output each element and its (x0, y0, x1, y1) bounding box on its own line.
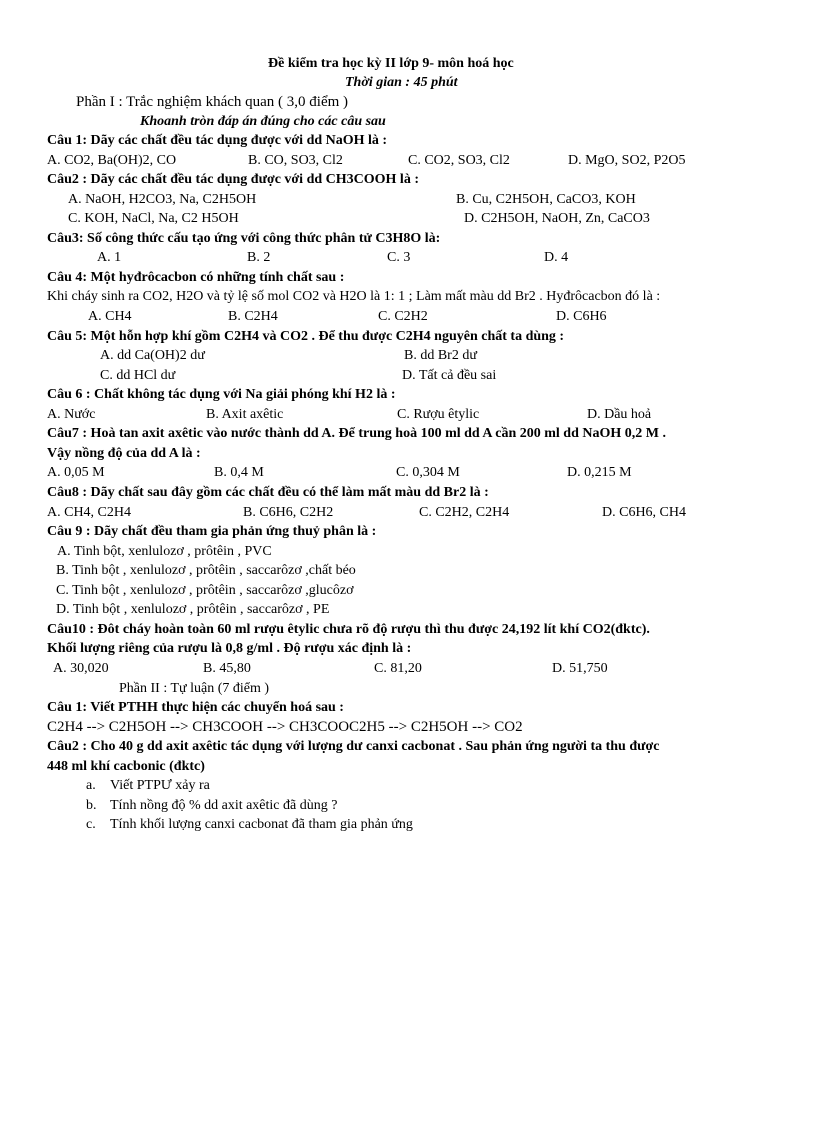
sub-question-text: Viết PTPƯ xảy ra (110, 778, 210, 793)
option[interactable]: B. 2 (247, 250, 271, 265)
option[interactable]: A. CH4 (88, 309, 132, 324)
question-stem: Câu3: Số công thức cấu tạo ứng với công thức phân tử C3H8O là: (47, 231, 441, 246)
option[interactable]: D. C6H6, CH4 (602, 505, 687, 520)
part1-heading: Phần I : Trắc nghiệm khách quan ( 3,0 điểm ) (76, 94, 349, 110)
option[interactable]: C. C2H2 (378, 309, 428, 324)
exam-time: Thời gian : 45 phút (345, 75, 458, 90)
option[interactable]: A. dd Ca(OH)2 dư (100, 348, 205, 363)
sub-question-text: Tính khối lượng canxi cacbonat đã tham gia phản ứng (110, 817, 413, 832)
option[interactable]: B. C6H6, C2H2 (243, 505, 334, 520)
question-stem-continued: Vậy nồng độ của dd A là : (47, 446, 201, 461)
option[interactable]: A. 0,05 M (47, 465, 105, 480)
option[interactable]: D. 4 (544, 250, 569, 265)
option[interactable]: B. Axit axêtic (206, 407, 284, 422)
option[interactable]: A. Tinh bột, xenlulozơ , prôtêin , PVC (57, 544, 272, 559)
option-row (47, 463, 807, 482)
part2-heading: Phần II : Tự luận (7 điểm ) (119, 681, 270, 696)
option[interactable]: B. 0,4 M (214, 465, 264, 480)
question-text: Khi cháy sinh ra CO2, H2O và tỷ lệ số mol CO2 và H2O là 1: 1 ; Làm mất màu dd Br2 . Hyđrôcacbon đó là : (47, 289, 661, 304)
option[interactable]: B. C2H4 (228, 309, 278, 324)
option[interactable]: B. Cu, C2H5OH, CaCO3, KOH (456, 192, 636, 207)
question-stem: Câu2 : Dãy các chất đều tác dụng được với dd CH3COOH là : (47, 172, 419, 187)
option[interactable]: D. 0,215 M (567, 465, 632, 480)
question-stem: Câu 5: Một hỗn hợp khí gồm C2H4 và CO2 . Để thu được C2H4 nguyên chất ta dùng : (47, 329, 565, 344)
option-row (47, 659, 807, 678)
essay-question-stem-continued: 448 ml khí cacbonic (đktc) (47, 759, 205, 774)
option[interactable]: A. CO2, Ba(OH)2, CO (47, 153, 177, 168)
option[interactable]: C. Rượu êtylic (397, 407, 480, 422)
option[interactable]: A. NaOH, H2CO3, Na, C2H5OH (68, 192, 257, 207)
option-row (47, 190, 807, 209)
option[interactable]: D. Tinh bột , xenlulozơ , prôtêin , saccarôzơ , PE (56, 602, 330, 617)
option-row (47, 366, 807, 385)
question-stem: Câu8 : Dãy chất sau đây gồm các chất đều có thể làm mất màu dd Br2 là : (47, 485, 489, 500)
sub-question-text: Tính nồng độ % dd axit axêtic đã dùng ? (110, 798, 338, 813)
sub-question-marker: b. (86, 798, 97, 813)
option[interactable]: C. CO2, SO3, Cl2 (408, 153, 510, 168)
option[interactable]: B. Tinh bột , xenlulozơ , prôtêin , saccarôzơ ,chất béo (56, 563, 356, 578)
option[interactable]: A. 30,020 (53, 661, 109, 676)
option[interactable]: C. 81,20 (374, 661, 422, 676)
sub-question-marker: c. (86, 817, 96, 832)
question-stem-continued: Khối lượng riêng của rượu là 0,8 g/ml . Độ rượu xác định là : (47, 641, 412, 656)
sub-question (86, 796, 338, 815)
option[interactable]: B. CO, SO3, Cl2 (248, 153, 343, 168)
option[interactable]: D. C2H5OH, NaOH, Zn, CaCO3 (464, 211, 650, 226)
essay-question-stem: Câu2 : Cho 40 g dd axit axêtic tác dụng với lượng dư canxi cacbonat . Sau phản ứng người ta thu được (47, 739, 660, 754)
option-row (47, 248, 807, 267)
question-stem: Câu 9 : Dãy chất đều tham gia phản ứng thuỷ phân là : (47, 524, 377, 539)
option-row (47, 405, 807, 424)
question-stem: Câu 4: Một hyđrôcacbon có những tính chất sau : (47, 270, 345, 285)
option[interactable]: C. KOH, NaCl, Na, C2 H5OH (68, 211, 239, 226)
option[interactable]: A. Nước (47, 407, 96, 422)
option-row (47, 307, 807, 326)
option-row (47, 209, 807, 228)
question-stem: Câu7 : Hoà tan axit axêtic vào nước thành dd A. Để trung hoà 100 ml dd A cần 200 ml dd NaOH 0,2 M . (47, 426, 666, 441)
essay-question-stem: Câu 1: Viết PTHH thực hiện các chuyển hoá sau : (47, 700, 344, 715)
option-row (47, 503, 807, 522)
option[interactable]: C. dd HCl dư (100, 368, 176, 383)
option-row (47, 151, 807, 170)
option[interactable]: C. C2H2, C2H4 (419, 505, 510, 520)
sub-question (86, 815, 413, 834)
reaction-chain: C2H4 --> C2H5OH --> CH3COOH --> CH3COOC2H5 --> C2H5OH --> CO2 (47, 719, 523, 735)
option[interactable]: C. 3 (387, 250, 411, 265)
option[interactable]: A. 1 (97, 250, 122, 265)
option[interactable]: B. 45,80 (203, 661, 251, 676)
option[interactable]: D. C6H6 (556, 309, 607, 324)
exam-title: Đề kiểm tra học kỳ II lớp 9- môn hoá học (268, 56, 514, 71)
question-stem: Câu 1: Dãy các chất đều tác dụng được với dd NaOH là : (47, 133, 388, 148)
option[interactable]: D. MgO, SO2, P2O5 (568, 153, 686, 168)
option[interactable]: C. Tinh bột , xenlulozơ , prôtêin , saccarôzơ ,glucôzơ (56, 583, 354, 598)
sub-question-marker: a. (86, 778, 96, 793)
question-stem: Câu 6 : Chất không tác dụng với Na giải phóng khí H2 là : (47, 387, 396, 402)
option[interactable]: D. Tất cả đều sai (402, 368, 497, 383)
option-row (47, 346, 807, 365)
option[interactable]: A. CH4, C2H4 (47, 505, 132, 520)
option[interactable]: B. dd Br2 dư (404, 348, 477, 363)
option[interactable]: D. 51,750 (552, 661, 608, 676)
question-stem: Câu10 : Đôt cháy hoàn toàn 60 ml rượu êtylic chưa rõ độ rượu thì thu được 24,192 lít khí CO2(đktc). (47, 622, 650, 637)
sub-question (86, 776, 210, 795)
option[interactable]: C. 0,304 M (396, 465, 460, 480)
part1-instruction: Khoanh tròn đáp án đúng cho các câu sau (140, 114, 386, 129)
option[interactable]: D. Dầu hoả (587, 407, 652, 422)
